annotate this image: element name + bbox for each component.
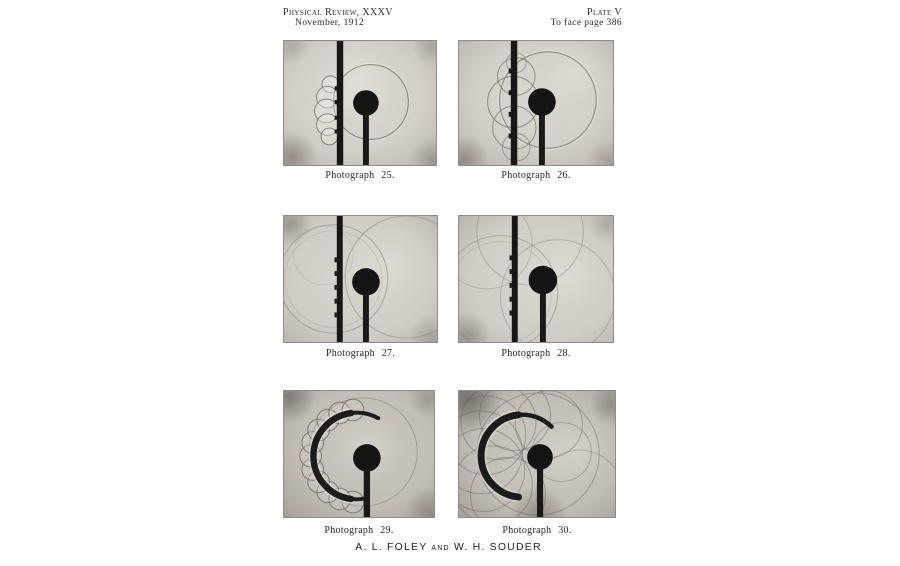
- plate-number: Plate V: [586, 7, 622, 18]
- authors-line: A. L. FOLEY and W. H. SOUDER: [355, 541, 542, 553]
- photograph-26: [458, 40, 614, 166]
- photograph-30: [458, 390, 616, 518]
- header-right: [551, 7, 622, 29]
- caption-photograph-26: Photograph 26.: [501, 170, 571, 181]
- plate-facing-note: To face page 386: [550, 18, 622, 28]
- photograph-29-image: [284, 391, 434, 517]
- photograph-27-image: [284, 216, 437, 342]
- header-left: [283, 7, 393, 29]
- journal-title: Physical Review, XXXV: [283, 7, 393, 18]
- photograph-25: [283, 40, 437, 166]
- caption-photograph-29: Photograph 29.: [324, 525, 394, 536]
- photograph-30-image: [459, 391, 615, 517]
- photograph-26-image: [459, 41, 613, 165]
- photograph-28: [458, 215, 614, 343]
- photograph-27: [283, 215, 438, 343]
- photograph-25-image: [284, 41, 436, 165]
- caption-photograph-28: Photograph 28.: [501, 348, 571, 359]
- caption-photograph-27: Photograph 27.: [325, 348, 396, 359]
- caption-photograph-25: Photograph 25.: [325, 170, 395, 181]
- journal-date: November, 1912: [295, 18, 365, 28]
- photograph-29: [283, 390, 435, 518]
- photograph-28-image: [459, 216, 613, 342]
- caption-photograph-30: Photograph 30.: [502, 525, 572, 536]
